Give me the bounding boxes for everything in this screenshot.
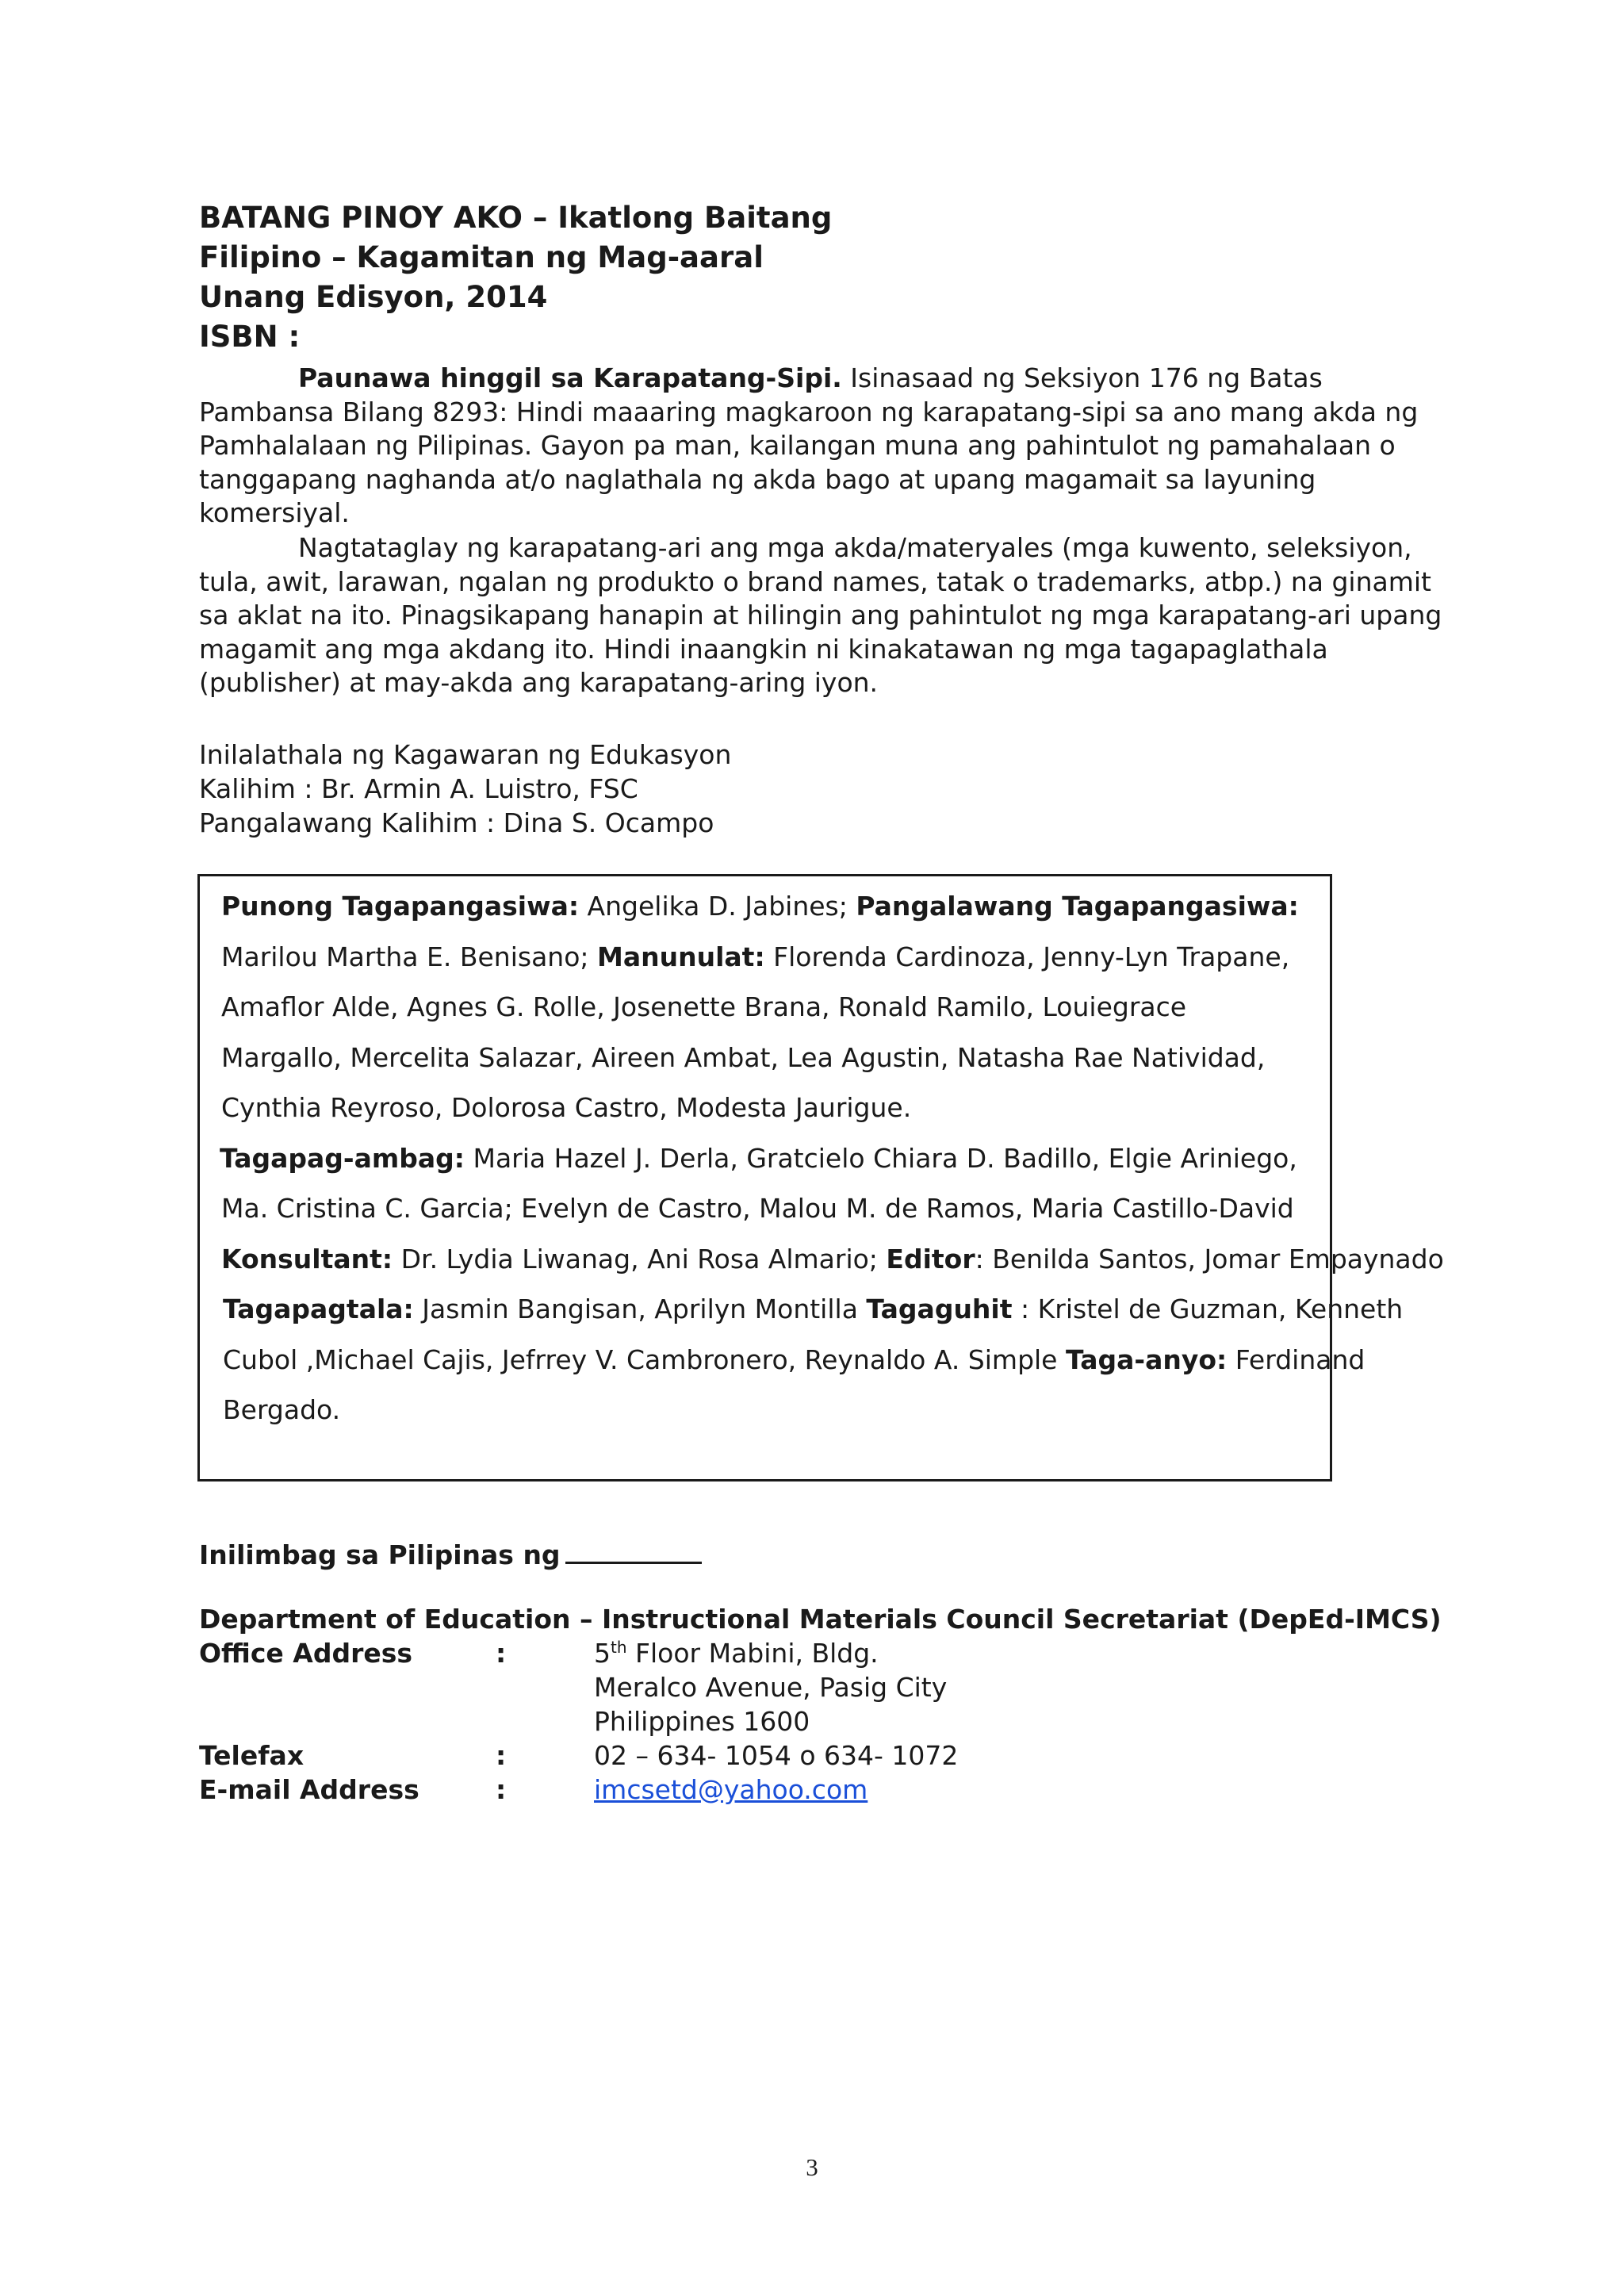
credit-role: Pangalawang Tagapangasiwa: (856, 891, 1299, 922)
credit-names: Angelika D. Jabines; (579, 891, 856, 922)
trademark-text: Nagtataglay ng karapatang-ari ang mga akda/materyales (mga kuwento, seleksiyon, tula, awit, larawan, ngalan ng produkto o brand names, tatak o trademarks, atbp.) na ginamit sa aklat na ito. Pinagsikapang hanapin at hilingin ang pahintulot ng mga karapatang-ari upang magamit ang mga akdang ito. Hindi inaangkin ni kinakatawan ng mga tagapaglathala (publisher) at may-akda ang karapatang-aring iyon. (199, 532, 1442, 698)
printer-blank (565, 1539, 702, 1564)
office-address-line2: Meralco Avenue, Pasig City (594, 1672, 948, 1703)
credits-line (221, 1092, 1444, 1143)
credit-names: : Benilda Santos, Jomar Empaynado (975, 1243, 1444, 1274)
credits-line (220, 1143, 1444, 1194)
copyright-notice-title: Paunawa hinggil sa Karapatang-Sipi. (298, 362, 842, 393)
credit-role: Tagapagtala: (223, 1294, 414, 1324)
credits-line (221, 991, 1444, 1042)
credit-role: Punong Tagapangasiwa: (221, 891, 580, 922)
credit-names: Bergado. (223, 1394, 341, 1425)
colon: : (496, 1638, 507, 1669)
colon: : (496, 1740, 507, 1771)
trademark-paragraph (199, 531, 1444, 700)
floor-number: 5 (594, 1638, 611, 1669)
credits-line (221, 1042, 1444, 1093)
copyright-notice-body: Isinasaad ng Seksiyon 176 ng Batas Pambansa Bilang 8293: Hindi maaaring magkaroon ng karapatang-sipi sa ano mang akda ng Pamhalalaan ng Pilipinas. Gayon pa man, kailangan muna ang pahintulot ng pamahalaan o tanggapang naghanda at/o naglathala ng akda bago at upang magamait sa layuning komersiyal. (199, 362, 1419, 528)
credit-role: Taga-anyo: (1065, 1343, 1228, 1375)
office-address-line1 (594, 1636, 879, 1670)
credit-names: Cubol ,Michael Cajis, Jefrrey V. Cambronero, Reynaldo A. Simple (223, 1343, 1066, 1375)
book-title: BATANG PINOY AKO – Ikatlong Baitang (199, 201, 833, 235)
secretary-line: Kalihim : Br. Armin A. Luistro, FSC (199, 773, 638, 804)
credit-names: Florenda Cardinoza, Jenny-Lyn Trapane, (764, 941, 1290, 972)
printed-in-label: Inilimbag sa Pilipinas ng (199, 1539, 561, 1570)
credit-names: Ferdinand (1227, 1343, 1365, 1375)
office-address-line3: Philippines 1600 (594, 1706, 810, 1737)
telefax-label: Telefax (199, 1740, 304, 1771)
printed-in-line (199, 1539, 702, 1572)
undersecretary-line: Pangalawang Kalihim : Dina S. Ocampo (199, 807, 714, 838)
credit-role: Manunulat: (597, 941, 765, 972)
page-number: 3 (806, 2153, 818, 2181)
copyright-notice (199, 362, 1444, 531)
book-subtitle: Filipino – Kagamitan ng Mag-aaral (199, 240, 764, 274)
credit-role: Tagaguhit (866, 1294, 1013, 1324)
email-label: E-mail Address (199, 1774, 419, 1805)
credit-names: Ma. Cristina C. Garcia; Evelyn de Castro, Malou M. de Ramos, Maria Castillo-David (221, 1193, 1294, 1224)
email-link[interactable]: imcsetd@yahoo.com (594, 1774, 868, 1805)
credits-line (223, 1344, 1444, 1395)
credits-line (221, 941, 1444, 992)
credits-line (223, 1294, 1444, 1344)
credit-role: Editor (886, 1243, 975, 1274)
credit-names: Jasmin Bangisan, Aprilyn Montilla (413, 1294, 867, 1324)
department-title: Department of Education – Instructional Materials Council Secretariat (DepEd-IMCS) (199, 1604, 1442, 1635)
publisher-info (199, 738, 731, 840)
credit-names: : Kristel de Guzman, Kenneth (1012, 1294, 1404, 1324)
credit-role: Tagapag-ambag: (220, 1142, 465, 1174)
credits-line (223, 1394, 1444, 1445)
credits-line (221, 1193, 1444, 1244)
credits-line (221, 1244, 1444, 1294)
building-name: Floor Mabini, Bldg. (626, 1638, 879, 1669)
edition: Unang Edisyon, 2014 (199, 280, 548, 314)
credit-names: Amaflor Alde, Agnes G. Rolle, Josenette Brana, Ronald Ramilo, Louiegrace (221, 991, 1187, 1022)
book-heading (199, 198, 832, 357)
telefax-value: 02 – 634- 1054 o 634- 1072 (594, 1740, 959, 1771)
credits-list (221, 891, 1444, 1445)
credit-names: Marilou Martha E. Benisano; (221, 941, 598, 972)
credit-role: Konsultant: (221, 1243, 393, 1274)
publisher-line: Inilalathala ng Kagawaran ng Edukasyon (199, 739, 732, 770)
credit-names: Cynthia Reyroso, Dolorosa Castro, Modesta Jaurigue. (221, 1092, 912, 1123)
office-address-label: Office Address (199, 1638, 413, 1669)
credit-names: Dr. Lydia Liwanag, Ani Rosa Almario; (393, 1243, 887, 1274)
colon: : (496, 1774, 507, 1805)
isbn-label: ISBN : (199, 320, 301, 354)
credit-names: Margallo, Mercelita Salazar, Aireen Ambat, Lea Agustin, Natasha Rae Natividad, (221, 1041, 1266, 1073)
credit-names: Maria Hazel J. Derla, Gratcielo Chiara D. Badillo, Elgie Ariniego, (465, 1142, 1297, 1174)
credits-line (221, 891, 1444, 941)
ordinal-suffix: th (611, 1638, 627, 1657)
